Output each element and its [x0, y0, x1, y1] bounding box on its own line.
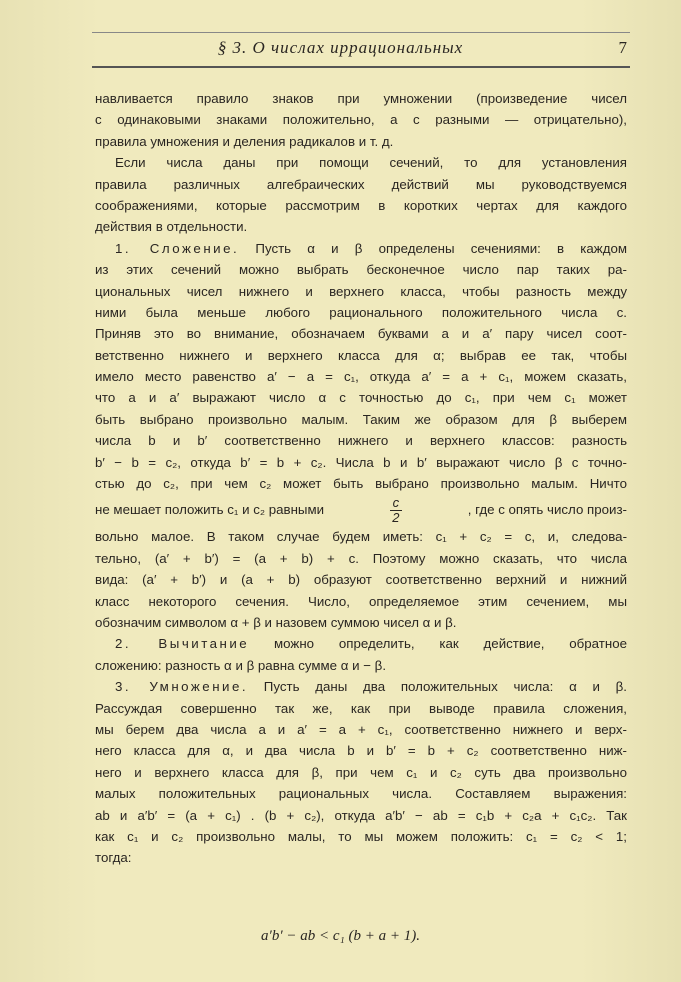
page-number: 7 — [618, 38, 627, 57]
fraction-numerator: c — [390, 496, 403, 511]
text-line: правила умножения и деления радикалов и т. д. — [95, 133, 394, 149]
fraction-line-before: не мешает положить c₁ и c₂ равными — [95, 502, 325, 518]
text-line: малых положительных рациональных числа. Составляем выражения: — [95, 786, 627, 802]
text-line: Рассуждая совершенно так же, как при выводе правила сложения, — [95, 700, 627, 716]
section-heading-multiplication: 3. Умножение. — [115, 679, 249, 695]
text-line: соображениями, которые рассмотрим в коротких чертах для каждого — [95, 197, 627, 213]
text-line — [95, 238, 627, 259]
text-line: вида: (a′ + b′) и (a + b) образуют соответственно верхний и нижний — [95, 572, 627, 588]
text-line: него класса для α, и два числа b и b′ = b + c₂ соответственно ниж- — [95, 743, 627, 759]
text-line: ними была меньше любого рационального положительного числа c. — [95, 304, 627, 320]
fraction-line-after: , где c опять число произ- — [467, 502, 627, 518]
text-line: циональных чисел нижнего и верхнего класса, чтобы разность между — [95, 283, 627, 299]
header-bottom-rule — [92, 66, 630, 68]
header-top-rule — [92, 32, 630, 33]
text-line — [95, 633, 627, 654]
text-line: b′ − b = c₂, откуда b′ = b + c₂. Числа b и b′ выражают число β с точно- — [95, 454, 627, 470]
text-line-rest: Пусть α и β определены сечениями: в каждом — [255, 240, 627, 256]
text-line: вольно малое. В таком случае будем иметь: c₁ + c₂ = c, и, следова- — [95, 529, 627, 545]
running-header-title: § 3. О числах иррациональных — [217, 38, 464, 57]
text-line: тельно, (a′ + b′) = (a + b) + c. Поэтому можно сказать, что числа — [95, 550, 627, 566]
text-line: него и верхнего класса для β, при чем c₁ и c₂ суть два произвольно — [95, 764, 627, 780]
text-line: навливается правило знаков при умножении (произведение чисел — [95, 91, 627, 106]
text-line: обозначим символом α + β и назовем суммою чисел α и β. — [95, 614, 457, 630]
text-line: правила различных алгебраических действий мы руководствуемся — [95, 176, 627, 192]
fraction-c-over-2 — [390, 496, 403, 525]
text-line: действия в отдельности. — [95, 219, 248, 235]
text-line: сложению: разность α и β равна сумме α и − β. — [95, 657, 387, 673]
text-line: Если числа даны при помощи сечений, то для установления — [115, 155, 627, 171]
text-line: класс некоторого сечения. Число, определяемое этим сечением, мы — [95, 593, 627, 609]
section-heading-addition: 1. Сложение. — [115, 240, 240, 256]
section-heading-subtraction: 2. Вычитание — [115, 636, 250, 652]
text-line: быть выбрано произвольно малым. Таким же образом для β выберем — [95, 411, 627, 427]
display-formula: a′b′ − ab < c₁ (b + a + 1). — [261, 928, 420, 944]
text-line — [95, 676, 627, 697]
fraction-denominator: 2 — [392, 509, 400, 525]
text-line: ветственно нижнего и верхнего класса для α; выбрав ее так, чтобы — [95, 347, 627, 363]
text-line: как c₁ и c₂ произвольно малы, то мы можем положить: c₁ = c₂ < 1; — [95, 828, 627, 844]
page-body — [95, 88, 627, 869]
text-line: из этих сечений можно выбрать бесконечное число пар таких ра- — [95, 262, 627, 278]
text-line: мы берем два числа a и a′ = a + c₁, соответственно нижнего и верх- — [95, 721, 627, 737]
text-line: стью до c₂, при чем c₂ может быть выбрано произвольно малым. Ничто — [95, 476, 627, 492]
text-line: числа b и b′ соответственно нижнего и верхнего классов: разность — [95, 433, 627, 449]
text-line: тогда: — [95, 850, 132, 866]
text-line-rest: можно определить, как действие, обратное — [274, 636, 627, 652]
text-line: ab и a′b′ = (a + c₁) . (b + c₂), откуда a′b′ − ab = c₁b + c₂a + c₁c₂. Так — [95, 807, 627, 823]
text-line: что a и a′ выражают число α с точностью до c₁, при чем c₁ может — [95, 390, 627, 406]
text-line: Приняв это во внимание, обозначаем буквами a и a′ пару чисел соот- — [95, 326, 627, 342]
text-line: имело место равенство a′ − a = c₁, откуда a′ = a + c₁, можем сказать, — [95, 369, 627, 385]
text-line: с одинаковыми знаками положительно, а с разными — отрицательно), — [95, 112, 627, 128]
text-line-with-fraction — [95, 494, 627, 526]
text-line-rest: Пусть даны два положительных числа: α и β. — [263, 679, 627, 695]
